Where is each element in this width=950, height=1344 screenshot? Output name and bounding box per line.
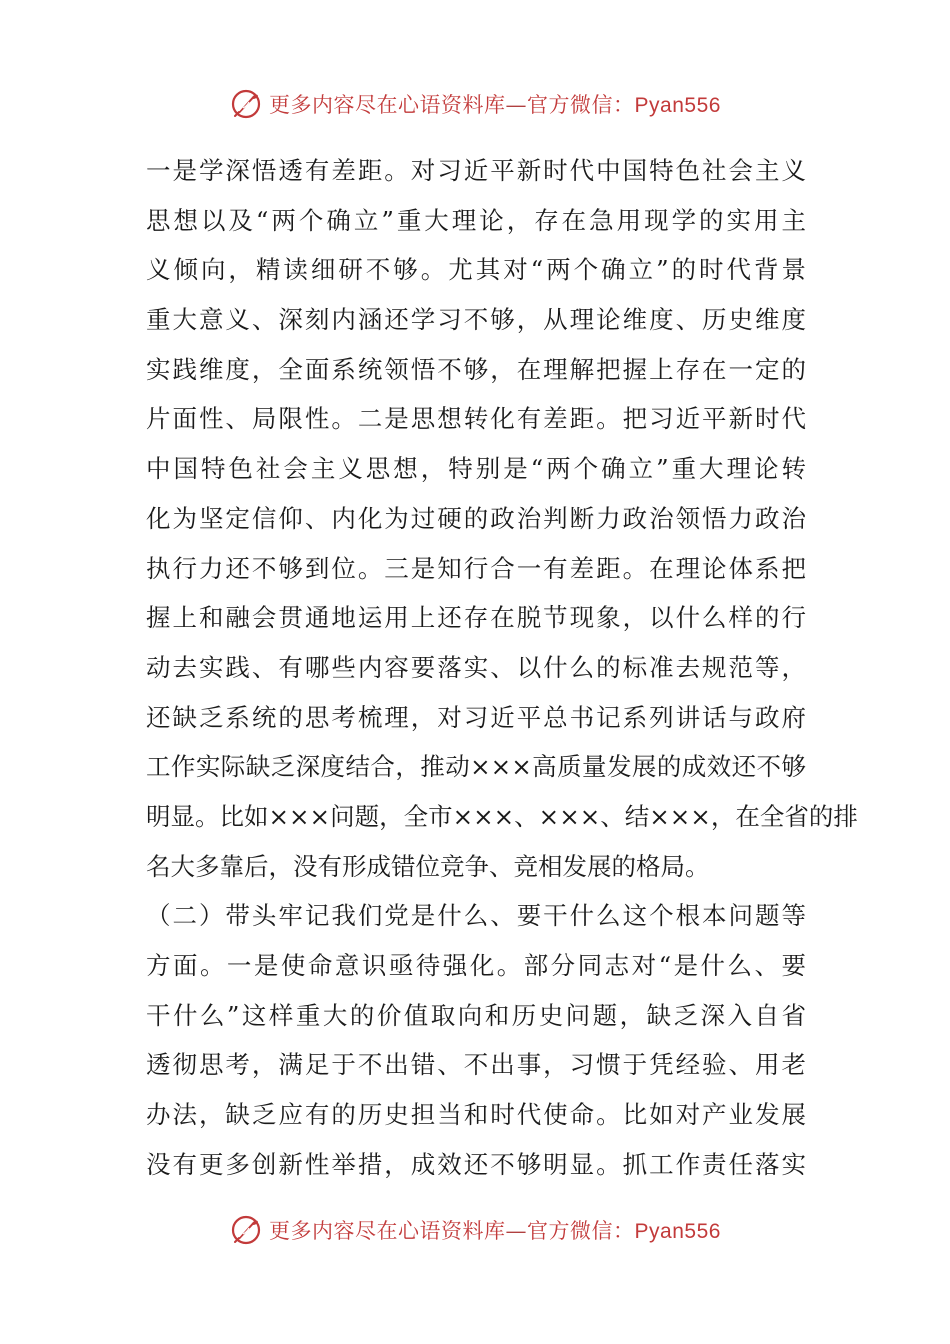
body-line: 方面。一是使命意识亟待强化。部分同志对“是什么、要: [146, 951, 806, 980]
body-line: 中国特色社会主义思想，特别是“两个确立”重大理论转: [146, 454, 806, 484]
quill-pen-logo-icon: [229, 87, 263, 121]
header-watermark: [0, 82, 950, 126]
body-line: 明显。比如×××问题，全市×××、×××、结×××，在全省的排: [146, 801, 858, 831]
watermark-wechat-id: Pyan556: [634, 94, 721, 117]
watermark-site: 更多内容尽在心语资料库: [269, 1219, 506, 1243]
watermark-text: [269, 1215, 721, 1245]
footer-watermark: [0, 1208, 950, 1252]
body-line: 执行力还不够到位。三是知行合一有差距。在理论体系把: [146, 553, 806, 583]
quill-pen-logo-icon: [229, 1213, 263, 1247]
watermark-text: [269, 89, 721, 119]
body-line: 办法，缺乏应有的历史担当和时代使命。比如对产业发展: [146, 1100, 806, 1130]
body-line: 握上和融会贯通地运用上还存在脱节现象，以什么样的行: [146, 603, 806, 633]
body-line: 动去实践、有哪些内容要落实、以什么的标准去规范等，: [146, 652, 806, 682]
watermark-dash: —: [505, 93, 528, 117]
body-line: 化为坚定信仰、内化为过硬的政治判断力政治领悟力政治: [146, 503, 806, 533]
body-line: 义倾向，精读细研不够。尤其对“两个确立”的时代背景: [146, 255, 806, 285]
body-line: 还缺乏系统的思考梳理，对习近平总书记系列讲话与政府: [146, 702, 806, 732]
body-line: 实践维度，全面系统领悟不够，在理解把握上存在一定的: [146, 354, 806, 384]
watermark-wechat-id: Pyan556: [634, 1220, 721, 1243]
watermark-label: 官方微信：: [527, 93, 635, 117]
watermark-label: 官方微信：: [527, 1219, 635, 1243]
body-line: 一是学深悟透有差距。对习近平新时代中国特色社会主义: [146, 156, 806, 185]
body-line: 重大意义、深刻内涵还学习不够，从理论维度、历史维度: [146, 305, 806, 335]
body-line: 透彻思考，满足于不出错、不出事，习惯于凭经验、用老: [146, 1050, 806, 1080]
body-line: 名大多靠后，没有形成错位竞争、竞相发展的格局。: [146, 851, 710, 881]
watermark-site: 更多内容尽在心语资料库: [269, 93, 506, 117]
body-line: 没有更多创新性举措，成效还不够明显。抓工作责任落实: [146, 1149, 806, 1179]
document-body: [146, 146, 858, 1189]
body-line: 片面性、局限性。二是思想转化有差距。把习近平新时代: [146, 404, 806, 434]
watermark-dash: —: [505, 1219, 528, 1243]
body-line: 思想以及“两个确立”重大理论，存在急用现学的实用主: [146, 205, 806, 235]
body-line: 工作实际缺乏深度结合，推动×××高质量发展的成效还不够: [146, 752, 806, 782]
section-heading-line: （二）带头牢记我们党是什么、要干什么这个根本问题等: [146, 901, 806, 931]
body-line: 干什么”这样重大的价值取向和历史问题，缺乏深入自省: [146, 1000, 806, 1030]
